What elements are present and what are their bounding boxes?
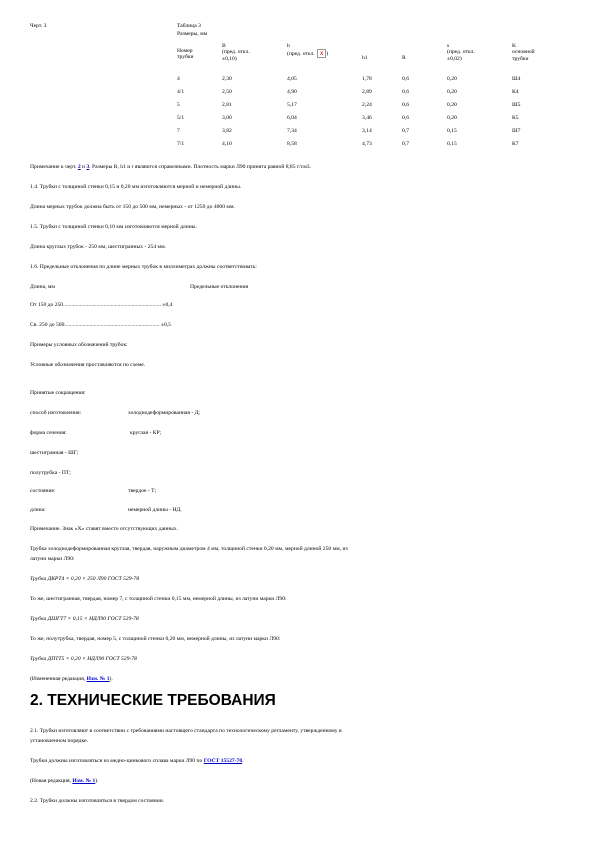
table-cell: Ш4	[512, 76, 521, 82]
text: Примечание к черт.	[30, 164, 78, 170]
table-cell: 0,7	[402, 128, 409, 134]
example-3-description: То же, полутрубка, твердая, номер 5, с толщиной стенки 0,20 мм, немерной длины, из латуни марки Л90:	[30, 636, 281, 642]
example-1-description-cont: латуни марки Л90:	[30, 556, 75, 562]
header-line: ±0,10)	[222, 55, 237, 62]
header-line: K	[512, 43, 517, 49]
abbreviation-term: шестигранная - ШГ;	[30, 450, 79, 456]
table-cell: 0,20	[447, 102, 457, 108]
gost-15527-link[interactable]: ГОСТ 15527-70	[203, 758, 243, 764]
example-2-description: То же, шестигранная, твердая, номер 7, с толщиной стенки 0,15 мм, немерной длины, из латуни марки Л90:	[30, 596, 287, 602]
table-cell: 7	[177, 128, 180, 134]
table-units: Размеры, мм	[177, 31, 208, 37]
deviation-row: Св. 250 до 500.................................................................... ±0,5	[30, 322, 171, 328]
text: . Размеры R, h1 и r являются справочными. Плотность марки Л90 принята равной 8,85 г/см3.	[89, 164, 311, 170]
header-line: h1	[362, 55, 368, 61]
table-cell: 8,58	[287, 141, 297, 147]
table-cell: 3,00	[222, 115, 232, 121]
table-cell: 1,78	[362, 76, 372, 82]
table-cell: 3,46	[362, 115, 372, 121]
table-cell: 5	[177, 102, 180, 108]
example-1-code: Трубка ДКРТ4 × 0,20 × 250 Л90 ГОСТ 529-78	[30, 576, 139, 582]
deviation-header-limits: Предельные отклонения	[190, 284, 249, 290]
table-cell: 5,17	[287, 102, 297, 108]
table-cell: 2,89	[362, 89, 372, 95]
table-row	[177, 89, 537, 101]
abbreviation-term: форма сечения:	[30, 430, 67, 436]
header-line: s	[447, 43, 450, 49]
new-edition-note	[30, 778, 99, 785]
table-cell: 0,20	[447, 115, 457, 121]
text: ).	[95, 778, 99, 784]
abbreviation-term: длина:	[30, 507, 46, 513]
examples-title: Примеры условных обозначений трубок:	[30, 342, 128, 348]
text: .	[242, 758, 244, 764]
example-1-description: Трубка холоднодеформированная круглая, твердая, наружным диаметром 4 мм, толщиной стенки 0,20 мм, мерной длиной 250 мм, из	[30, 546, 348, 552]
note-x: Примечание. Знак «Х» ставят вместо отсутствующих данных.	[30, 526, 178, 532]
table-cell: К7	[512, 141, 519, 147]
header-h1	[362, 55, 368, 61]
table-cell: 0,20	[447, 76, 457, 82]
header-B	[222, 43, 250, 62]
example-3-code: Трубка ДПТТ5 × 0,20 × НДЛ90 ГОСТ 529-78	[30, 656, 137, 662]
table-cell: 2,30	[222, 76, 232, 82]
table-row	[177, 115, 537, 127]
header-line: трубки	[512, 55, 529, 62]
paragraph-2-1-cont: установленном порядке.	[30, 738, 88, 744]
abbreviation-term: состояние:	[30, 488, 56, 494]
header-line: b	[287, 43, 290, 49]
table-cell: 5/1	[177, 115, 185, 121]
paragraph-2-1: 2.1. Трубки изготовляют в соответствии с требованиями настоящего стандарта по технологическому регламенту, утвержденному в	[30, 728, 342, 734]
table-cell: 4	[177, 76, 180, 82]
table-row	[177, 128, 537, 140]
header-text: (пред. откл.	[287, 51, 315, 58]
amendment-1-link[interactable]: Изм. № 1	[86, 676, 110, 682]
abbreviation-term: способ изготовления:	[30, 410, 82, 416]
abbreviation-value: немерной длины - НД.	[128, 507, 182, 513]
paragraph-measured-length: Длина мерных трубок должна быть от 150 до 500 мм, немерных - от 1250 до 4000 мм.	[30, 204, 235, 210]
table-cell: Ш5	[512, 102, 521, 108]
table-cell: 2,24	[362, 102, 372, 108]
table-row	[177, 141, 537, 153]
table-cell: 6,04	[287, 115, 297, 121]
text: (Измененная редакция,	[30, 676, 87, 682]
abbreviation-term: полутрубка - ПТ;	[30, 470, 71, 476]
alloy-paragraph	[30, 758, 244, 765]
figure-2-link[interactable]: 2	[77, 164, 81, 170]
header-s	[447, 43, 475, 62]
header-line: B	[222, 43, 226, 49]
broken-image-icon: x	[317, 49, 326, 58]
header-line: (пред. откл.	[447, 49, 475, 56]
table-cell: 0,6	[402, 89, 409, 95]
table-cell: 0,6	[402, 115, 409, 121]
table-cell: 3,82	[222, 128, 232, 134]
table-cell: 4,90	[287, 89, 297, 95]
table-cell: 4/1	[177, 89, 185, 95]
legend-note: Условные обозначения проставляются по схеме.	[30, 362, 146, 368]
table-cell: 7,34	[287, 128, 297, 134]
text: и	[80, 164, 87, 170]
table-cell: 3,14	[362, 128, 372, 134]
table-row	[177, 76, 537, 88]
table-cell: 4,10	[222, 141, 232, 147]
table-title: Таблица 3	[177, 23, 201, 29]
header-line: ±0,02)	[447, 55, 462, 62]
table-cell: 0,15	[447, 128, 457, 134]
table-cell: 2,50	[222, 89, 232, 95]
table-cell: 4,73	[362, 141, 372, 147]
paragraph-2-2: 2.2. Трубки должны изготовляться в твердом состоянии.	[30, 798, 165, 804]
paragraph-1-5: 1.5. Трубки с толщиной стенки 0,10 мм изготовляются мерной длины.	[30, 224, 197, 230]
table-cell: Ш7	[512, 128, 521, 134]
abbreviation-value: холоднодеформированная - Д;	[128, 410, 200, 416]
paragraph-1-4: 1.4. Трубки с толщиной стенки 0,15 и 0,20 мм изготовляются мерной и немерной длины.	[30, 184, 242, 190]
table-cell: 2,81	[222, 102, 232, 108]
text: (Новая редакция,	[30, 778, 73, 784]
paragraph-1-6: 1.6. Предельные отклонения по длине мерных трубок в миллиметрах должны соответствовать:	[30, 264, 257, 270]
table-cell: К5	[512, 115, 519, 121]
section-heading: 2. ТЕХНИЧЕСКИЕ ТРЕБОВАНИЯ	[30, 692, 276, 709]
table-cell: 0,6	[402, 76, 409, 82]
header-line: трубки	[177, 54, 194, 61]
header-line	[287, 49, 328, 58]
figure-3-link[interactable]: 3	[86, 164, 90, 170]
table-note	[30, 164, 311, 171]
header-line: основной	[512, 49, 535, 56]
deviation-row: От 150 до 250...................................................................... ±0,4	[30, 302, 173, 308]
table-cell: 0,15	[447, 141, 457, 147]
amendment-1-link[interactable]: Изм. № 1	[72, 778, 96, 784]
table-cell: 0,20	[447, 89, 457, 95]
header-line: Номер	[177, 48, 193, 54]
table-cell: К4	[512, 89, 519, 95]
header-b	[287, 43, 328, 58]
header-text: )	[326, 51, 329, 58]
example-2-code: Трубка ДШГТ7 × 0,15 × НДЛ90 ГОСТ 529-78	[30, 616, 139, 622]
text: ).	[109, 676, 113, 682]
table-cell: 0,6	[402, 102, 409, 108]
header-R	[402, 55, 406, 61]
table-cell: 0,7	[402, 141, 409, 147]
chart-reference: Черт. 3	[30, 23, 47, 29]
paragraph-round-length: Длина круглых трубок - 250 мм, шестигранных - 254 мм.	[30, 244, 167, 250]
table-row	[177, 102, 537, 114]
amendment-note	[30, 676, 113, 683]
abbreviations-title: Принятые сокращения:	[30, 390, 86, 396]
header-line: R	[402, 55, 406, 61]
table-cell: 4,05	[287, 76, 297, 82]
text: Трубки должны изготовляться из медно-цинкового сплава марки Л90 по	[30, 758, 204, 764]
header-K	[512, 43, 535, 62]
deviation-header-length: Длина, мм	[30, 284, 55, 290]
header-tube-number	[177, 48, 194, 61]
abbreviation-value: круглая - КР;	[130, 430, 162, 436]
abbreviation-value: твердое - Т;	[128, 488, 157, 494]
header-line: (пред. откл.	[222, 49, 250, 56]
table-cell: 7/1	[177, 141, 185, 147]
